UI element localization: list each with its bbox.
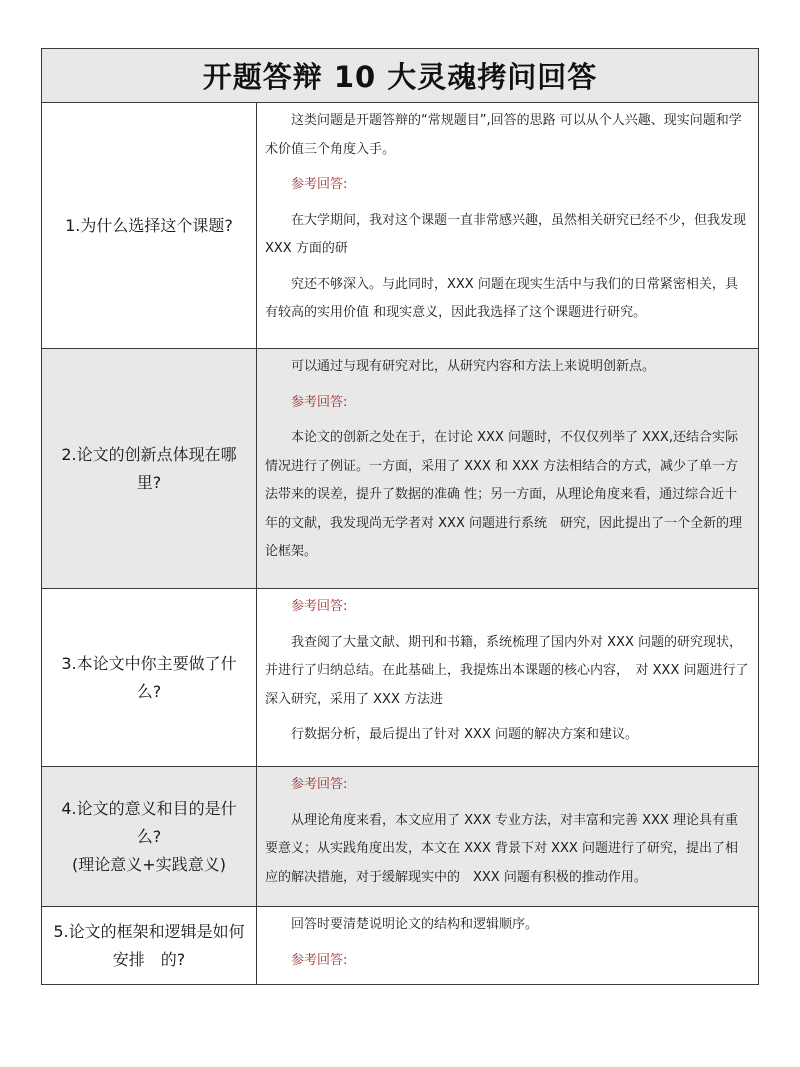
reference-answer-label: 参考回答: (291, 599, 348, 614)
question-subtext: (理论意义+实践意义) (72, 854, 226, 874)
table-header (42, 49, 758, 103)
page-title: 开题答辩 10 大灵魂拷问回答 (202, 60, 598, 94)
question-text-continued: 安排 的? (112, 949, 186, 969)
question-text: 1.为什么选择这个课题? (65, 215, 233, 235)
question-cell (42, 767, 257, 906)
question-cell (42, 907, 257, 984)
answer-paragraph: 行数据分析，最后提出了针对 XXX 问题的解决方案和建议。 (291, 727, 638, 742)
qa-table (41, 48, 759, 985)
answer-intro: 回答时要清楚说明论文的结构和逻辑顺序。 (291, 917, 539, 932)
answer-paragraph: 我查阅了大量文献、期刊和书籍，系统梳理了国内外对 XXX 问题的研究现状，并进行了归纳总结。在此基础上，我提炼出本课题的核心内容， 对 XXX 问题进行了深入研究，采用了 XXX 方法进 (265, 634, 749, 707)
reference-answer-label: 参考回答: (291, 952, 348, 968)
answer-paragraph: 究还不够深入。与此同时，XXX 问题在现实生活中与我们的日常紧密相关，具有较高的实用价值 和现实意义，因此我选择了这个课题进行研究。 (265, 276, 738, 320)
answer-cell (257, 767, 758, 906)
table-row (42, 907, 758, 984)
table-row (42, 103, 758, 349)
question-cell (42, 589, 257, 766)
reference-answer-label: 参考回答: (291, 777, 348, 792)
reference-answer-label: 参考回答: (291, 394, 348, 410)
answer-cell (257, 349, 758, 588)
answer-cell (257, 589, 758, 766)
question-cell (42, 103, 257, 348)
answer-paragraph: 在大学期间，我对这个课题一直非常感兴趣，虽然相关研究已经不少，但我发现 XXX 方面的研 (265, 212, 747, 256)
answer-paragraph: 从理论角度来看，本文应用了 XXX 专业方法，对丰富和完善 XXX 理论具有重要意义；从实践角度出发，本文在 XXX 背景下对 XXX 问题进行了研究，提出了相应的解决措施，对于缓解现实中的 XXX 问题有积极的推动作用。 (265, 812, 738, 885)
table-row (42, 589, 758, 767)
question-text: 5.论文的框架和逻辑是如何 (53, 921, 245, 941)
question-cell (42, 349, 257, 588)
question-text: 4.论文的意义和目的是什么? (61, 798, 237, 846)
answer-intro: 这类问题是开题答辩的“常规题目”,回答的思路 可以从个人兴趣、现实问题和学术价值三个角度入手。 (265, 113, 742, 157)
question-text: 2.论文的创新点体现在哪里? (61, 444, 237, 492)
answer-paragraph: 本论文的创新之处在于，在讨论 XXX 问题时，不仅仅列举了 XXX,还结合实际情况进行了例证。一方面，采用了 XXX 和 XXX 方法相结合的方式，减少了单一方法带来的误差，提升了数据的准确 性；另一方面，从理论角度来看，通过综合近十 年的文献，我发现尚无学者对 XXX 问题进行系统 研究，因此提出了一个全新的理论框架。 (265, 430, 742, 559)
question-text: 3.本论文中你主要做了什么? (61, 653, 237, 701)
table-row (42, 349, 758, 589)
answer-cell (257, 103, 758, 348)
reference-answer-label: 参考回答: (291, 177, 348, 192)
answer-cell (257, 907, 758, 984)
answer-intro: 可以通过与现有研究对比，从研究内容和方法上来说明创新点。 (291, 359, 656, 374)
table-row (42, 767, 758, 907)
